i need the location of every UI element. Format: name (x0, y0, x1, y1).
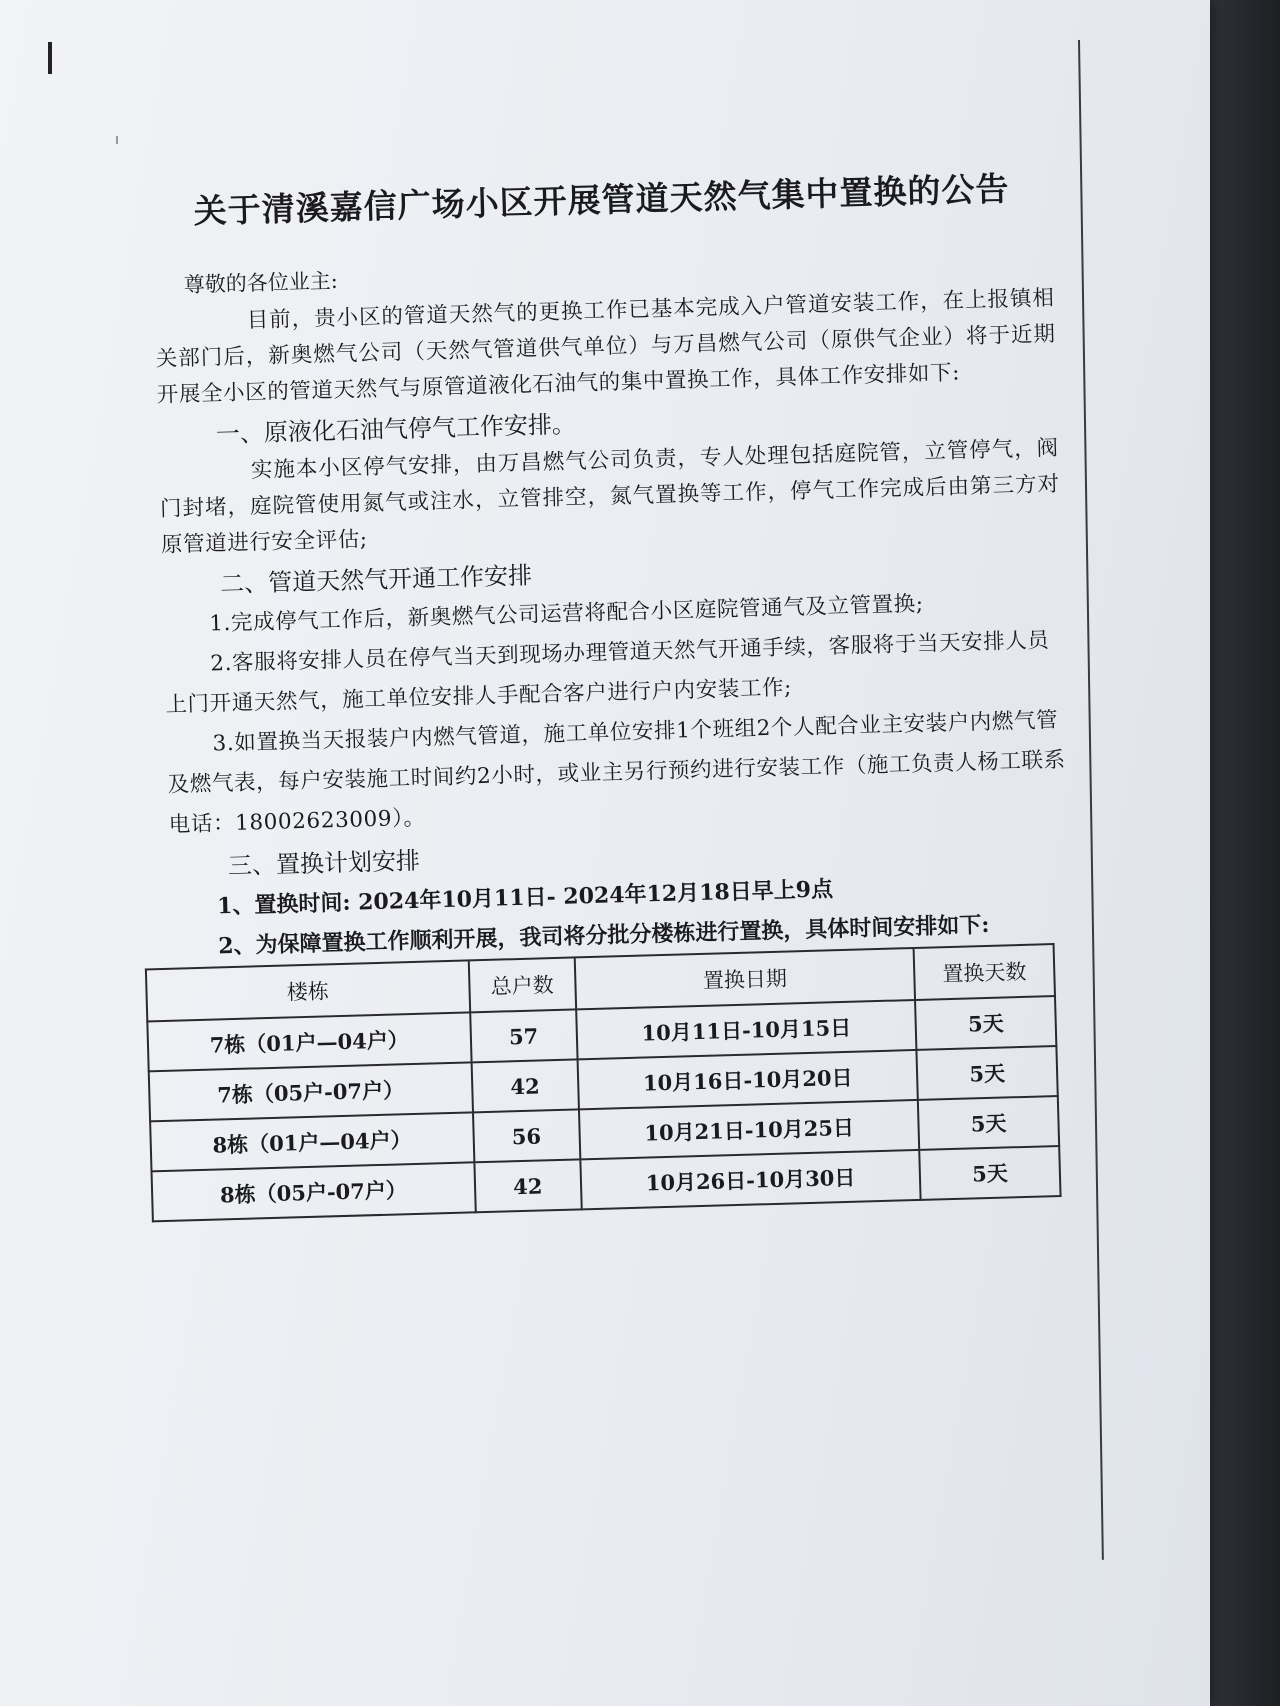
section3-item-2: 2、为保障置换工作顺利开展，我司将分批分楼栋进行置换，具体时间安排如下: (217, 911, 990, 960)
cell-building: 8栋（01户—04户） (150, 1112, 474, 1171)
cell-households: 57 (470, 1009, 578, 1062)
margin-line (1078, 40, 1104, 1560)
header-building: 楼栋 (146, 960, 470, 1021)
cell-date: 10月21日-10月25日 (579, 1100, 920, 1159)
paper-tick (116, 136, 118, 144)
cell-households: 56 (473, 1109, 581, 1162)
section3-heading: 三、置换计划安排 (227, 846, 421, 881)
salutation: 尊敬的各位业主: (183, 268, 339, 298)
cell-date: 10月11日-10月15日 (576, 1000, 917, 1059)
cell-days: 5天 (915, 996, 1056, 1050)
cell-date: 10月26日-10月30日 (580, 1150, 921, 1209)
notice-page (150, 125, 1080, 1222)
section2-item-2: 2.客服将安排人员在停气当天到现场办理管道天然气开通手续，客服将于当天安排人员上门开通天然气，施工单位安排人手配合客户进行户内安装工作; (165, 628, 1050, 718)
cell-households: 42 (474, 1159, 582, 1212)
cell-households: 42 (471, 1059, 579, 1112)
section2-heading: 二、管道天然气开通工作安排 (219, 561, 533, 599)
header-households: 总户数 (468, 957, 576, 1012)
corner-mark (48, 42, 52, 74)
section1-heading: 一、原液化石油气停气工作安排。 (215, 410, 577, 449)
schedule-table (145, 943, 1062, 1222)
intro-paragraph: 目前，贵小区的管道天然气的更换工作已基本完成入户管道安装工作，在上报镇相关部门后，新奥燃气公司（天然气管道供气单位）与万昌燃气公司（原供气企业）将于近期开展全小区的管道天然气与原管道液化石油气的集中置换工作，具体工作安排如下: (155, 285, 1056, 408)
notice-title: 关于清溪嘉信广场小区开展管道天然气集中置换的公告 (193, 169, 1010, 231)
cell-building: 7栋（05户-07户） (149, 1062, 473, 1121)
section2-item-3: 3.如置换当天报装户内燃气管道，施工单位安排1个班组2个人配合业主安装户内燃气管及燃气表，每户安装施工时间约2小时，或业主另行预约进行安装工作（施工负责人杨工联系电话：18002623009）。 (167, 707, 1067, 838)
cell-days: 5天 (919, 1146, 1060, 1200)
cell-building: 7栋（01户—04户） (147, 1012, 471, 1071)
section1-body: 实施本小区停气安排，由万昌燃气公司负责，专人处理包括庭院管，立管停气，阀门封堵，庭院管使用氮气或注水，立管排空，氮气置换等工作，停气工作完成后由第三方对原管道进行安全评估; (159, 435, 1061, 558)
cell-days: 5天 (917, 1046, 1058, 1100)
header-date: 置换日期 (575, 948, 916, 1009)
header-days: 置换天数 (914, 944, 1055, 1000)
cell-date: 10月16日-10月20日 (577, 1050, 918, 1109)
cell-building: 8栋（05户-07户） (152, 1162, 476, 1221)
section3-item-1: 1、置换时间: 2024年10月11日- 2024年12月18日早上9点 (216, 876, 834, 920)
section2-item-1: 1.完成停气工作后，新奥燃气公司运营将配合小区庭院管通气及立管置换; (208, 591, 925, 637)
cell-days: 5天 (918, 1096, 1059, 1150)
